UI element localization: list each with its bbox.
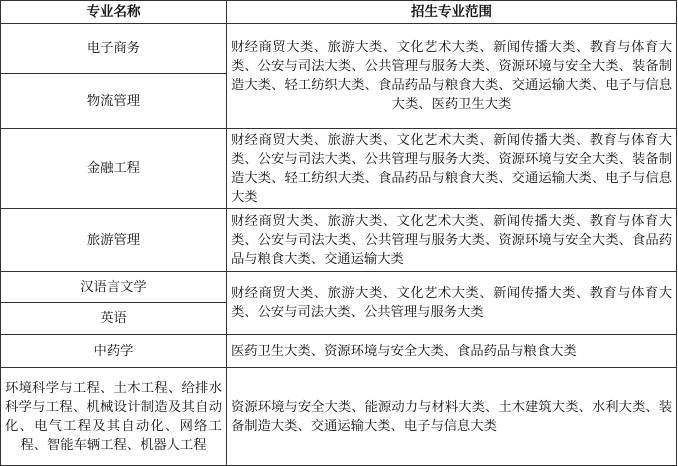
major-cell: 旅游管理 xyxy=(1,209,227,272)
major-text: 环境科学与工程、土木工程、给排水科学与工程、机械设计制造及其自动化、电气工程及其自动化、网络工程、智能车辆工程、机器人工程 xyxy=(5,380,222,453)
major-cell: 英语 xyxy=(1,303,227,335)
major-cell: 中药学 xyxy=(1,335,227,368)
table-row xyxy=(1,129,677,209)
table-row xyxy=(1,209,677,272)
major-cell: 电子商务 xyxy=(1,24,227,74)
header-major-name: 专业名称 xyxy=(1,1,227,24)
major-cell: 物流管理 xyxy=(1,74,227,129)
table-row xyxy=(1,24,677,74)
scope-cell xyxy=(227,272,677,335)
scope-cell xyxy=(227,209,677,272)
major-cell: 汉语言文学 xyxy=(1,272,227,303)
table-header-row xyxy=(1,1,677,24)
table-row xyxy=(1,272,677,303)
table-row xyxy=(1,335,677,368)
scope-text: 财经商贸大类、旅游大类、文化艺术大类、新闻传播大类、教育与体育大类、公安与司法大类、公共管理与服务大类、资源环境与安全大类、装备制造大类、轻工纺织大类、食品药品与粮食大类、交通运输大类、电子与信息大类、医药卫生大类 xyxy=(231,40,672,112)
major-cell xyxy=(1,368,227,466)
scope-text: 医药卫生大类、资源环境与安全大类、食品药品与粮食大类 xyxy=(231,343,577,359)
scope-cell xyxy=(227,129,677,209)
scope-cell xyxy=(227,335,677,368)
scope-cell xyxy=(227,24,677,129)
scope-text: 财经商贸大类、旅游大类、文化艺术大类、新闻传播大类、教育与体育大类、公安与司法大类、公共管理与服务大类 xyxy=(231,286,672,320)
scope-text: 资源环境与安全大类、能源动力与材料大类、土木建筑大类、水利大类、装备制造大类、交通运输大类、电子与信息大类 xyxy=(231,399,672,434)
table-row xyxy=(1,368,677,466)
scope-cell xyxy=(227,368,677,466)
scope-text: 财经商贸大类、旅游大类、文化艺术大类、新闻传播大类、教育与体育大类、公安与司法大类、公共管理与服务大类、资源环境与安全大类、食品药品与粮食大类、交通运输大类 xyxy=(231,213,672,267)
major-cell: 金融工程 xyxy=(1,129,227,209)
scope-text: 财经商贸大类、旅游大类、文化艺术大类、新闻传播大类、教育与体育大类、公安与司法大类、公共管理与服务大类、资源环境与安全大类、装备制造大类、轻工纺织大类、食品药品与粮食大类、交通运输大类、电子与信息大类 xyxy=(231,132,672,205)
header-scope: 招生专业范围 xyxy=(227,1,677,24)
